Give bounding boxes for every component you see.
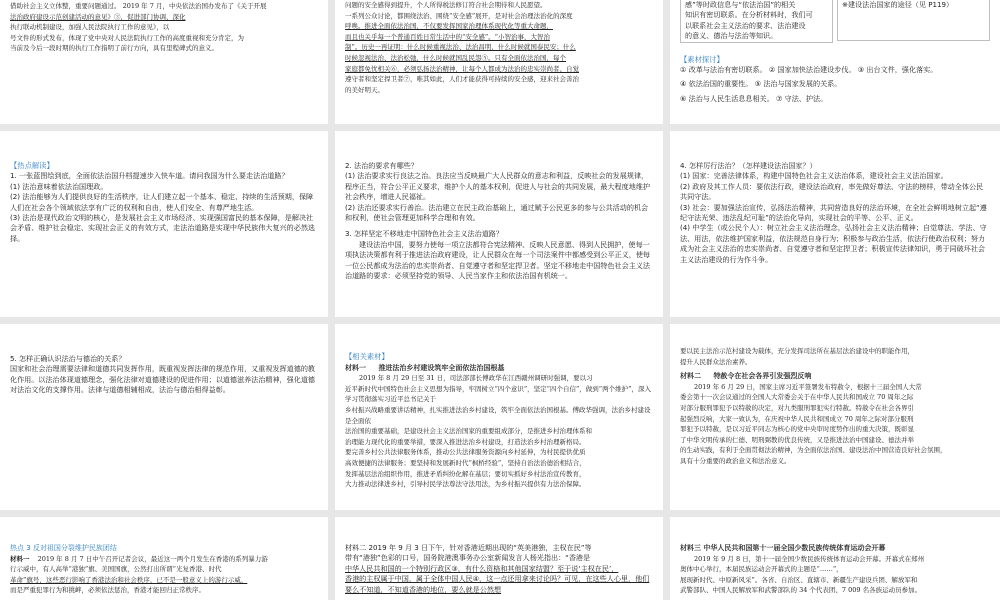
section-heading: 【热点解读】 [10,161,54,170]
text-line: 武警部队、中国人民解放军和武警部队的 34 个代表团、7 009 名各族运动员参加。 [680,586,922,595]
text-line: 行示威中，有人高举“港独”旗、美国国旗，公然打出所谓“光复香港、时代 [10,565,222,574]
text-line: 时候忽视法治、法治松弛，什么时候就国乱民怨⑤。只有全面依法治国，每个 [345,53,566,62]
text-line: 法治国的重要基础，是建设社会主义法治国家的重要组成部分，是推进乡村治理体系和 [345,427,592,436]
slide-2[interactable] [335,0,663,124]
text-line: 治理能力现代化的重要举措，要深入推进法治乡村建设，打造法治乡村治理新格局。 [345,437,586,446]
text-line: 借助社会主义立体整，重要问题通过。 2019 年 7 月，中央依法治国办发布了《关于开展 [10,2,267,10]
answer: (3) 社会：要加强法治宣传，弘扬法治精神，共同营造良好的法治环境，在全社会鲜明地树立起“遵纪守法光荣、违法乱纪可耻”的法治化导向，实现社会的平等、公平、正义。 [680,202,987,223]
question: 5. 怎样正确认识法治与德治的关系？ [10,354,126,363]
text-line: 香港的主权属于中国，属于全体中国人民④，这一点还用拿来讨论吗？可见，在这些人心里，他们要么不知道，不知道香港的地位，要么就是公然想 [345,574,650,594]
slide-7[interactable] [0,324,328,510]
material-title: 特赦令在社会各界引发强烈反响 [713,372,812,381]
slide-6[interactable] [670,131,1000,317]
answer: (2) 法治还要求实行善治。法治建立在民主政治基础上，通过赋予公民更多的参与公共活动的机会和权利，使社会管理更加科学合理和有效。 [345,202,649,223]
slide-12[interactable] [670,517,1000,600]
slide-9[interactable] [670,324,1000,510]
text-line: 材料二 2019 年 9 月 3 日下午，针对香港近期出现的“英美港独，主权在民”等 [345,543,592,552]
text-line: 罪犯予以特赦，是以习近平同志为核心的党中央审时度势作出的重大决策，既彰显 [680,425,914,434]
answer: 国家和社会治理需要法律和道德共同发挥作用，既重视发挥法律的规范作用，又重视发挥道德的教化作用。以法治体现道德理念，强化法律对道德建设的促进作用；以道德滋养法治精神，强化道德对法治文化的支撑作用。法律与道德相辅相成，法治与德治相得益彰。 [10,364,316,395]
text-line: 要完善乡村公共法律服务体系，推动公共法律服务资源向乡村延伸，为村民提供优质 [345,448,586,457]
topic-title: 热点 3 反对祖国分裂维护民族团结 [10,544,117,552]
text-line: 呼唤。推进全面依法治国，不仅要发挥国家治理体系现代化等重大命题， [345,22,553,31]
answer: 建设法治中国，要努力使每一项立法都符合宪法精神、反映人民意愿、得到人民拥护，使每一项执法决策都有利于推进法治政府建设，让人民群众在每一个司法案件中都感受到公平正义，使每一位公民都成为法治的忠实崇尚者、自觉遵守者和坚定捍卫者。坚定不移地走中国特色社会主义法治道路的要求：必须坚持党的领导、人民当家作主和依法治国有机统一。 [345,239,651,281]
text-line: 革命”旗号，这些恶行影响了香港法治和社会秩序，已不是一般意义上的游行示威， [10,575,248,584]
text-line: 制”。历史一再证明：什么时候重视法治、法治昌明，什么时候就国泰民安；什么 [345,43,576,52]
slide-3[interactable] [670,0,1000,124]
material-label: 材料二 [680,372,701,381]
text-line: 号文件的形式发布，体现了党中央对人民法院执行工作的高度重视和充分肯定，为 [10,33,244,42]
text-line: 对部分服刑罪犯予以特赦的决定，对九类服刑罪犯实行特赦。特赦令在社会各界引 [680,403,914,412]
text-line: 奥体中心举行，本届民族运动会开幕式的主题是“……”， [680,565,843,574]
material-title: 材料三 中华人民共和国第十一届全国少数民族传统体育运动会开幕 [680,544,886,552]
list-item: ⑥ 法治与人民生活息息相关。 ⑦ 守法、护法。 [680,93,828,103]
text-line: 2019 年 6 月 29 日，国家主席习近平签署发布特赦令，根据十三届全国人大常 [694,382,922,391]
text-line: 问题的安全感得到提升，个人所得税法修订符合社会期待和人民愿望。 [345,1,547,9]
slide-10[interactable] [0,517,328,600]
note-box [837,0,990,41]
text-line: 高效便捷的法律服务；要坚持和发展新时代“枫桥经验”，坚持自治法治德治相结合， [345,458,586,467]
answer: (1) 法治意味着依法治国理政。 [10,181,108,191]
text-line: 当前及今后一段时期的执行工作指明了前行方向，具有里程碑式的意义。 [10,44,218,53]
question: 4. 怎样厉行法治？（怎样建设法治国家？） [680,161,817,170]
material-label: 材料一 [345,363,366,372]
text-line: 遵守者和坚定捍卫者⑦，唯其如此，人们才能获得可持续的安全感，迎来社会善治 [345,75,579,84]
text-line: 2019 年 8 月 7 日中午召开记者会议，最近这一两个月发生在香港的系列暴力游 [37,554,268,563]
slide-8[interactable] [335,324,663,510]
answer: (4) 中学生（或公民个人）：树立社会主义法治理念，弘扬社会主义法治精神；自觉尊法、学法、守法、用法，依法维护国家利益，依法规范自身行为；积极参与政治生活，依法行使政治权利；努力成为社会主义法治的忠实崇尚者、自觉遵守者和坚定捍卫者；积极宣传法律知识，勇于同破坏社会主义法治建设的行为作斗争。 [680,223,987,264]
text-line: 近平新时代中国特色社会主义思想为指导，牢固树立“四个意识”，坚定“四个自信”，做到“两个维护”，深入学习贯彻落实习近平总书记关于 [345,384,651,404]
text-line: 法治政府建设示范创建活动的意见》③，促进部门协调、深化 [10,12,186,21]
material-title: 推进法治乡村建设筑牢全面依法治国根基 [378,363,505,372]
answer: (3) 法治是现代政治文明的核心，是发展社会主义市场经济、实现强国富民的基本保障，是解决社会矛盾、维护社会稳定、实现社会正义的有效方式，走法治道路是实现中华民族伟大复兴的必然选择。 [10,213,316,243]
tip-line: 知识有密切联系。在分析材料时，我们可 [685,10,813,20]
text-line: 一系列公众讨论，都围绕法治、围绕“安全感”展开，是对社会治理法治化的深度 [345,11,573,20]
tip-box [680,0,833,43]
note-text: ※建设法治国家的途径（见 P119） [842,0,954,9]
slide-1[interactable] [0,0,328,124]
list-item: ① 改革与法治有密切联系。 ② 国家加快法治建设步伐。 ③ 出台文件，强化落实。 [680,65,938,75]
text-line: 展现新时代、中原新风采”。各省、自治区、直辖市、新疆生产建设兵团、解放军和 [680,575,918,584]
slide-11[interactable] [335,517,663,600]
text-line: 大力推动法律进乡村，引导村民学法尊法守法用法，为乡村振兴提供有力法治保障。 [345,480,586,489]
list-item: ④ 依法治国的重要性。 ⑤ 法治与国家发展的关系。 [680,79,842,89]
question: 3. 怎样坚定不移地走中国特色社会主义法治道路？ [345,229,503,239]
text-line: 2019 年 9 月 8 日，第十一届全国少数民族传统体育运动会开幕。开幕式在郑州 [694,554,925,563]
question: 1. 一张蓝图绘到底，全面依法治国升档提速步入快车道。请问我国为什么要走法治道路？ [10,171,289,181]
material-label: 材料一 [10,554,30,563]
text-line: 家庭都免忧相关⑥，必须弘扬法治精神，让每个人都成为法治的忠实崇尚者、自觉 [345,64,579,73]
text-line: 委会第十一次会议通过的全国人大常委会关于在中华人民共和国成立 70 周年之际 [680,393,914,402]
text-line: 2019 年 8 月 29 日至 31 日，司法部部长傅政华在江西赣州调研时强调，要以习 [359,374,593,383]
text-line: 的美好明天。 [345,85,384,94]
answer: (1) 国家：完善法律体系，构建中国特色社会主义法治体系，建设社会主义法治国家。 [680,171,948,181]
answer: (2) 法治能够为人们提供良好的生活秩序，让人们建立起一个基本、稳定、持续的生活预期，保障人们在社会各个领域依法享有广泛的权利和自由，使人们安全、有尊严地生活。 [10,192,314,212]
text-line: 提升人民群众法治素养。 [680,357,752,366]
answer: (1) 法治要求实行良法之治。良法应当反映最广大人民群众的意志和利益，反映社会的发展规律，程序正当，符合公平正义要求，维护个人的基本权利，促进人与社会的共同发展，最大程度地维护社会秩序，增进人民福祉。 [345,171,651,202]
slide-4[interactable] [0,131,328,317]
text-line: 具有十分重要的政治意义和法治意义。 [680,456,791,465]
text-line: 起强烈反响，大家一致认为，在庆祝中华人民共和国成立 70 周年之际对部分服刑 [680,414,914,423]
text-line: 带有“港独”色彩的口号，国务院港澳事务办公室新闻发言人杨光指出：“香港是 [345,553,591,563]
tip-line: 以联系社会主义法治的要求、法治建设 [685,20,806,30]
text-line: 中华人民共和国的一个特别行政区③，有什么资格和其他国家结盟？至于说‘主权在民’， [345,563,619,573]
text-line: 发挥基层法治组织作用，推进矛盾纠纷化解在基层；要切实抓好乡村法治宣传教育， [345,469,586,478]
question: 2. 法治的要求有哪些？ [345,161,418,170]
section-heading: 【素材探讨】 [680,54,724,64]
tip-line: 的意义、德治与法治等知识。 [685,31,778,41]
section-heading: 【相关素材】 [345,352,389,361]
answer: (2) 政府及其工作人员：要依法行政，建设法治政府，率先做好尊法、守法的榜样，带动全体公民共同守法。 [680,181,984,202]
text-line: 要以民主法治示范村建设为载体，充分发挥司法所在基层法治建设中的职能作用， [680,347,914,355]
tip-line: 感”等时政信息与“依法治国”的相关 [685,0,796,9]
text-line: 的生动实践，有利于全面贯彻法治精神，为全面依法治国、建设法治中国营造良好社会氛围， [680,446,947,455]
text-line: 乡村振兴战略重要讲话精神，扎实推进法治乡村建设，筑牢全面依法治国根基。傅政华强调，法治乡村建设是全面依 [345,405,651,425]
slide-5[interactable] [335,131,663,317]
text-line: 执行联动机制建设，加强人民法院执行工作的意见》，以 [10,23,170,32]
text-line: 而且也关乎每一个普通百姓日常生活中的“安全感”。“小智治事，大智治 [345,32,550,41]
text-line: 而是严重犯罪行为和挑衅，必须依法惩治，香港才能回归正常秩序。 [10,586,205,595]
text-line: 了中华文明传承的仁德、明刑弼教的优良传统，又是推进法治中国建设、德法并举 [680,435,914,444]
